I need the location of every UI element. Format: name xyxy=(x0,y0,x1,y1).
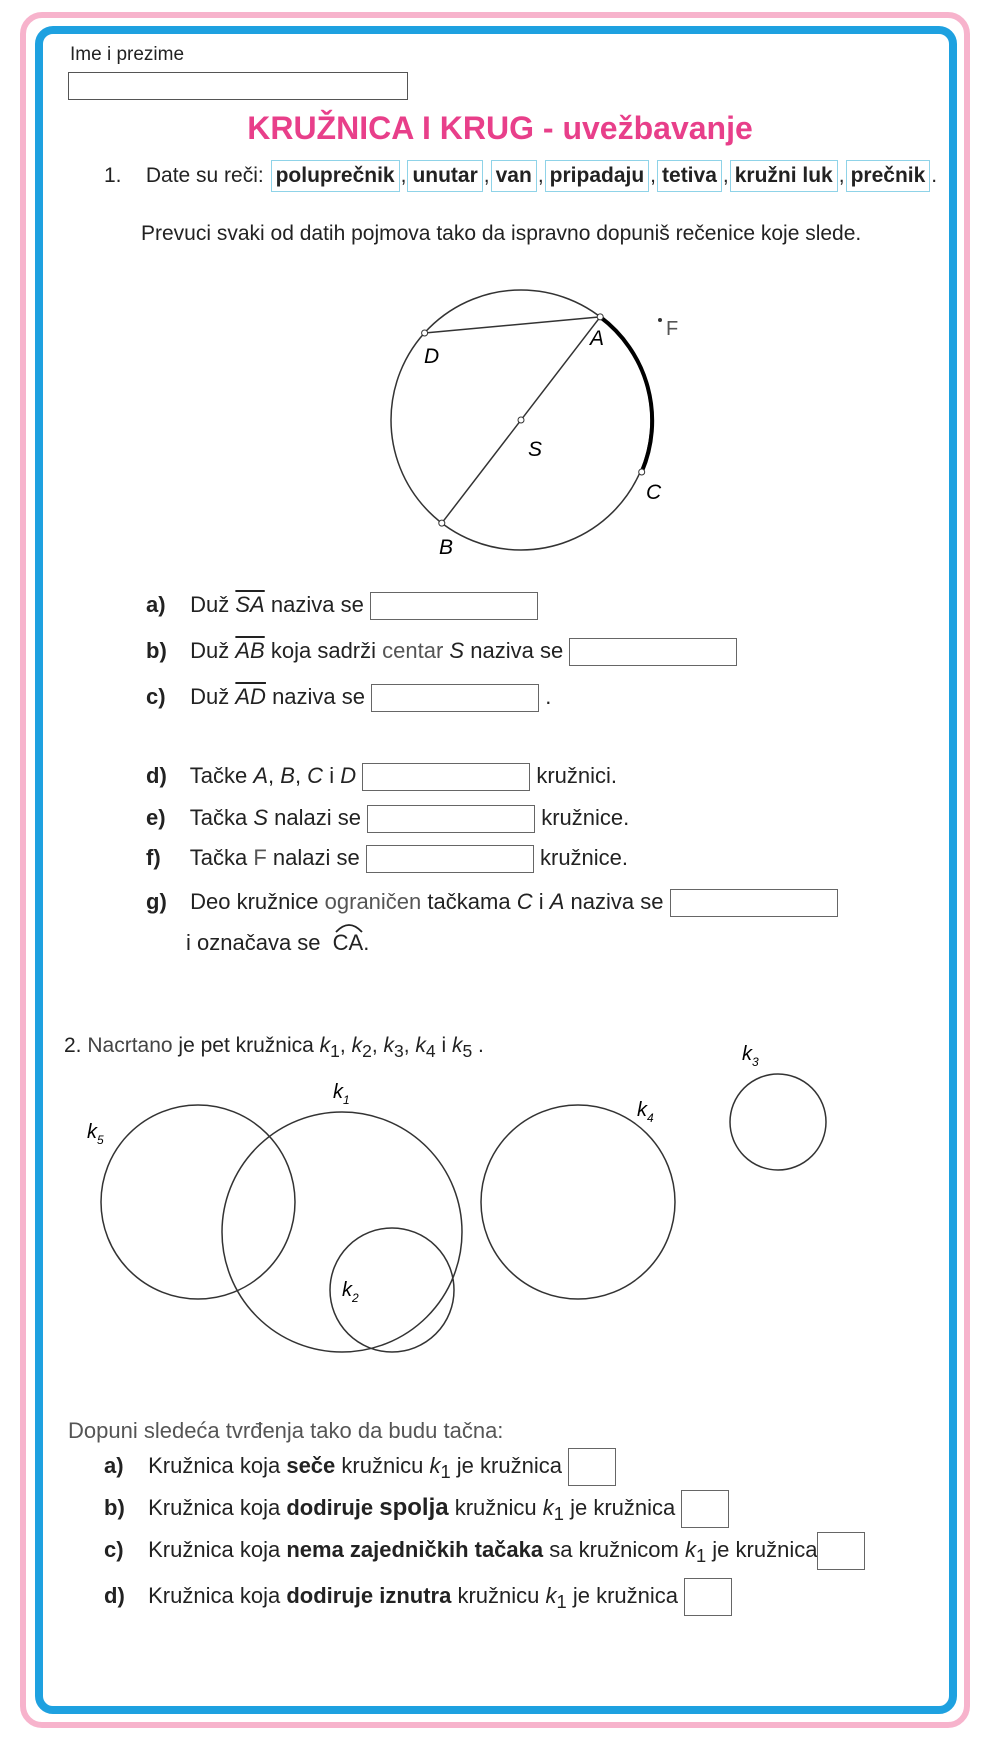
word-chip-kruzni-luk[interactable]: kružni luk xyxy=(730,160,838,192)
label-k1: $k_1$ xyxy=(333,1081,350,1107)
statement-b-t3: je kružnica xyxy=(570,1494,676,1520)
statement-b: b) Kružnica koja dodiruje spolja kružnicu $k_1$ je kružnica xyxy=(104,1490,729,1528)
sentence-d-i: i xyxy=(329,763,335,788)
statement-d-label: d) xyxy=(104,1582,125,1608)
answer-box-e[interactable] xyxy=(367,805,535,833)
task1-end: . xyxy=(931,164,938,187)
answer-box-b[interactable] xyxy=(569,638,737,666)
sentence-c-after: naziva se xyxy=(272,684,366,709)
sentence-a xyxy=(146,592,538,620)
task2-heading: 2. Nacrtano je pet kružnica $k_1$, $k_2$, $k_3$, $k_4$ i $k_5$ . xyxy=(64,1034,484,1062)
statement-d-t1: Kružnica koja xyxy=(148,1582,281,1608)
sentence-e-label: e) xyxy=(146,805,166,830)
sentence-d-a: A xyxy=(253,763,269,788)
statement-c-t2: sa kružnicom xyxy=(549,1536,679,1562)
sentence-g-after: naziva se xyxy=(570,889,664,914)
label-k2: $k_2$ xyxy=(342,1279,359,1305)
sentence-c xyxy=(146,684,551,712)
sentence-a-after: naziva se xyxy=(270,592,364,617)
chord-ad xyxy=(425,317,601,333)
statement-d-t2: kružnicu xyxy=(457,1582,540,1608)
word-chip-unutar[interactable]: unutar xyxy=(407,160,482,192)
circle-figure-1 xyxy=(360,262,690,572)
heading-k4-sub: 4 xyxy=(425,1041,436,1062)
circles-figure-2 xyxy=(80,1040,870,1380)
heading-k2-sub: 2 xyxy=(362,1041,372,1062)
heading-k5-sub: 5 xyxy=(462,1041,473,1062)
sentence-g-c: C xyxy=(516,889,533,914)
sentence-a-text: Duž xyxy=(190,592,230,617)
statement-b-bold2: spolja xyxy=(379,1493,449,1521)
word-chip-pripadaju[interactable]: pripadaju xyxy=(545,160,650,192)
task2-instruction: Dopuni sledeća tvrđenja tako da budu tačna: xyxy=(68,1418,504,1443)
sentence-a-label: a) xyxy=(146,592,166,617)
heading-k1-sub: 1 xyxy=(330,1041,340,1062)
answer-box-c[interactable] xyxy=(371,684,539,712)
sentence-c-label: c) xyxy=(146,684,166,709)
statement-a-label: a) xyxy=(104,1452,124,1478)
task1-words-line: 1. Date su reči: poluprečnik , unutar , van , pripadaju , tetiva , kružni luk , prečnik . xyxy=(104,160,937,192)
sentence-f-f: F xyxy=(253,845,267,870)
page-title: KRUŽNICA I KRUG - uvežbavanje xyxy=(247,110,753,146)
statement-a-bold: seče xyxy=(286,1452,336,1478)
statement-d: d) Kružnica koja dodiruje iznutra kružnicu $k_1$ je kružnica xyxy=(104,1578,732,1616)
sentence-g-text: Deo kružnice xyxy=(190,889,319,914)
label-s: S xyxy=(528,438,543,461)
task1-number: 1. xyxy=(104,164,122,187)
sentence-e-after: kružnice. xyxy=(541,805,630,830)
answer-box-a[interactable] xyxy=(370,592,538,620)
sentence-f xyxy=(146,845,628,873)
circle-k1 xyxy=(222,1112,462,1352)
point-d xyxy=(422,330,428,336)
task2-text1: Nacrtano xyxy=(87,1034,173,1057)
word-chip-van[interactable]: van xyxy=(491,160,537,192)
sentence-d-d: D xyxy=(340,763,357,788)
statement-c-t1: Kružnica koja xyxy=(148,1536,281,1562)
sentence-g-line2 xyxy=(186,930,369,956)
circle-k4 xyxy=(481,1105,675,1299)
answer-box-2a[interactable] xyxy=(568,1448,616,1486)
sentence-b-text: Duž xyxy=(190,638,230,663)
sentence-b xyxy=(146,638,737,666)
label-b: B xyxy=(439,536,454,559)
sentence-g-a: A xyxy=(549,889,565,914)
sentence-g-i: i xyxy=(538,889,544,914)
statement-c-bold: nema zajedničkih tačaka xyxy=(286,1536,544,1562)
answer-box-2c[interactable] xyxy=(817,1532,865,1570)
label-d: D xyxy=(424,345,440,368)
sentence-f-label: f) xyxy=(146,845,161,870)
segment-ad: $\overline{AD}$ xyxy=(235,684,266,709)
arc-ca-label: CA xyxy=(332,930,364,955)
statement-a-t3: je kružnica xyxy=(456,1452,562,1478)
sentence-f-after: kružnice. xyxy=(540,845,629,870)
circle-k3 xyxy=(730,1074,826,1170)
statement-d-t3: je kružnica xyxy=(572,1582,678,1608)
point-c xyxy=(639,469,645,475)
sentence-g-line2-text: i označava se xyxy=(186,930,321,955)
sentence-b-mid1: koja sadrži xyxy=(270,638,377,663)
sentence-e-s: S xyxy=(253,805,269,830)
task2-number: 2. xyxy=(64,1034,82,1057)
statement-b-t1: Kružnica koja xyxy=(148,1494,281,1520)
task1-intro: Date su reči: xyxy=(145,164,264,187)
sentence-f-text: Tačka xyxy=(189,845,248,870)
answer-box-f[interactable] xyxy=(366,845,534,873)
sentence-d-after: kružnici. xyxy=(536,763,618,788)
statement-a-t1: Kružnica koja xyxy=(148,1452,281,1478)
statement-c-t3: je kružnica xyxy=(712,1536,818,1562)
statement-a-k1: 1 xyxy=(440,1461,451,1483)
statement-a: a) Kružnica koja seče kružnicu $k_1$ je kružnica xyxy=(104,1448,616,1486)
answer-box-2d[interactable] xyxy=(684,1578,732,1616)
statement-b-label: b) xyxy=(104,1494,125,1520)
sentence-e xyxy=(146,805,629,833)
arc-notation xyxy=(333,930,364,956)
segment-sa: $\overline{SA}$ xyxy=(235,592,265,617)
label-k5: $k_5$ xyxy=(87,1121,104,1147)
sentence-b-after: naziva se xyxy=(470,638,564,663)
segment-ab: $\overline{AB}$ xyxy=(235,638,265,663)
sentence-e-mid: nalazi se xyxy=(274,805,361,830)
task1-instruction: Prevuci svaki od datih pojmova tako da ispravno dopuniš rečenice koje slede. xyxy=(141,222,862,245)
arc-symbol-icon xyxy=(333,920,365,934)
sentence-f-mid: nalazi se xyxy=(272,845,360,870)
label-a: A xyxy=(590,327,605,350)
sentence-g-mid2: tačkama xyxy=(427,889,511,914)
sentence-c-end: . xyxy=(545,684,552,709)
answer-box-g[interactable] xyxy=(670,889,838,917)
sentence-g-label: g) xyxy=(146,889,167,914)
label-f: F xyxy=(666,318,679,340)
point-s xyxy=(518,417,524,423)
sentence-d: d) Tačke A, B, C i D kružnici. xyxy=(146,763,617,791)
statement-a-t2: kružnicu xyxy=(341,1452,424,1478)
sentence-g-end: . xyxy=(363,930,370,955)
sentence-g xyxy=(146,889,838,917)
sentence-d-label: d) xyxy=(146,763,167,788)
sentence-e-text: Tačka xyxy=(189,805,248,830)
name-label: Ime i prezime xyxy=(70,44,185,65)
label-k4: $k_4$ xyxy=(637,1099,654,1125)
arc-ca xyxy=(600,317,652,472)
answer-box-d[interactable] xyxy=(362,763,530,791)
word-chip-poluprecnik[interactable]: poluprečnik xyxy=(271,160,400,192)
task2-text2: je pet kružnica xyxy=(178,1034,314,1057)
answer-box-2b[interactable] xyxy=(681,1490,729,1528)
sentence-d-c: C xyxy=(307,763,324,788)
sentence-d-text: Tačke xyxy=(189,763,248,788)
name-input[interactable] xyxy=(68,72,408,100)
sentence-b-label: b) xyxy=(146,638,167,663)
sentence-d-b: B xyxy=(280,763,295,788)
word-chip-precnik[interactable]: prečnik xyxy=(846,160,931,192)
statement-c: c) Kružnica koja nema zajedničkih tačaka sa kružnicom $k_1$ je kružnica xyxy=(104,1532,865,1570)
label-c: C xyxy=(646,481,662,504)
sentence-c-text: Duž xyxy=(190,684,230,709)
label-k3: $k_3$ xyxy=(742,1043,759,1069)
statement-c-label: c) xyxy=(104,1536,124,1562)
circle-k5 xyxy=(101,1105,295,1299)
sentence-b-s: S xyxy=(449,638,465,663)
heading-k3-sub: 3 xyxy=(393,1041,404,1062)
word-chip-tetiva[interactable]: tetiva xyxy=(657,160,722,192)
statement-d-k1: 1 xyxy=(556,1591,567,1613)
sentence-b-mid2: centar xyxy=(382,638,444,663)
statement-b-t2: kružnicu xyxy=(454,1494,537,1520)
sentence-g-mid: ograničen xyxy=(324,889,422,914)
statement-d-bold: dodiruje iznutra xyxy=(286,1582,452,1608)
point-b xyxy=(439,520,445,526)
statement-c-k1: 1 xyxy=(695,1545,707,1567)
point-a xyxy=(597,314,603,320)
statement-b-k1: 1 xyxy=(553,1503,564,1525)
statement-b-bold: dodiruje xyxy=(286,1494,374,1520)
point-f xyxy=(658,318,662,322)
